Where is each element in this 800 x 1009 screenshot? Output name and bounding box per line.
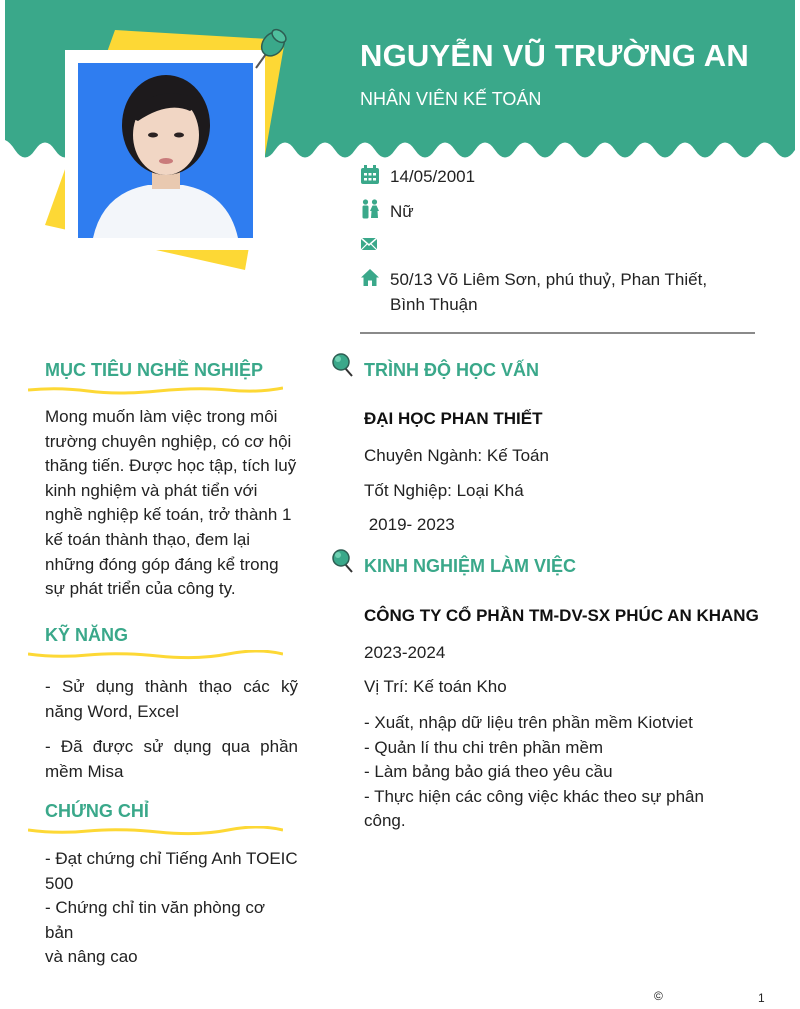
birthday-text: 14/05/2001 — [390, 167, 476, 186]
copyright-mark: © — [654, 989, 663, 1003]
experience-role: Vị Trí: Kế toán Kho — [364, 677, 507, 696]
duty-item: - Xuất, nhập dữ liệu trên phần mềm Kiotviet — [364, 713, 693, 732]
experience-heading: KINH NGHIỆM LÀM VIỆC — [364, 556, 577, 576]
career-goal-line: kế toán thành thạo, đem lại — [45, 529, 251, 549]
experience-years: 2023-2024 — [364, 643, 446, 662]
gender-text: Nữ — [390, 202, 414, 221]
duty-item: - Quản lí thu chi trên phần mềm — [364, 737, 604, 757]
skills-underline — [28, 650, 283, 662]
email-icon — [360, 234, 380, 254]
duty-item: - Thực hiện các công việc khác theo sự phân — [364, 786, 704, 806]
school-name: ĐẠI HỌC PHAN THIẾT — [364, 409, 543, 428]
contact-divider — [360, 332, 755, 334]
address-line-2: Bình Thuận — [390, 295, 478, 314]
career-goal-line: trường chuyên nghiệp, có cơ hội — [45, 431, 292, 451]
career-goal-line: nghề nghiệp kế toán, trở thành 1 — [45, 505, 292, 525]
certificate-line: - Chứng chỉ tin văn phòng cơ bản — [45, 898, 266, 942]
skill-item: - Sử dụng thành thạo các kỹ năng Word, Excel — [45, 677, 298, 721]
pushpin-icon — [250, 26, 292, 72]
certificates-heading: CHỨNG CHỈ — [45, 801, 149, 821]
duty-item: - Làm bảng bảo giá theo yêu cầu — [364, 762, 613, 782]
career-goal-line: thăng tiến. Được học tập, tích luỹ — [45, 456, 297, 476]
certificates-text — [45, 847, 298, 970]
career-goal-line: sự phát triển của công ty. — [45, 579, 236, 599]
education-major: Chuyên Ngành: Kế Toán — [364, 446, 549, 465]
career-goal-line: những đóng góp đáng kể trong — [45, 554, 279, 574]
skills-heading: KỸ NĂNG — [45, 625, 129, 645]
duties-list — [364, 711, 704, 834]
certificate-line: và nâng cao — [45, 947, 138, 967]
education-heading: TRÌNH ĐỘ HỌC VẤN — [364, 360, 539, 380]
career-goal-heading: MỤC TIÊU NGHỀ NGHIỆP — [45, 360, 264, 380]
career-goal-line: Mong muốn làm việc trong môi — [45, 407, 278, 426]
pushpin-icon — [330, 352, 356, 378]
home-icon — [360, 268, 380, 288]
education-years: 2019- 2023 — [364, 515, 455, 534]
profile-photo — [78, 63, 253, 238]
certificate-line: 500 — [45, 873, 74, 893]
job-title: NHÂN VIÊN KẾ TOÁN — [360, 89, 542, 109]
certificate-line: - Đạt chứng chỉ Tiếng Anh TOEIC — [45, 849, 298, 868]
gender-icon — [360, 199, 380, 219]
duty-item: công. — [364, 811, 406, 831]
page-number: 1 — [758, 991, 765, 1005]
career-goal-line: kinh nghiệm và phát tiển với — [45, 480, 258, 500]
company-name: CÔNG TY CỔ PHẦN TM-DV-SX PHÚC AN KHANG — [364, 606, 759, 625]
address-line-1: 50/13 Võ Liêm Sơn, phú thuỷ, Phan Thiết, — [390, 270, 708, 289]
career-goal-underline — [28, 385, 283, 397]
calendar-icon — [360, 165, 380, 185]
certificates-underline — [28, 826, 283, 838]
candidate-name: NGUYỄN VŨ TRƯỜNG AN — [360, 38, 749, 73]
career-goal-text — [45, 405, 298, 602]
skill-item: - Đã được sử dụng qua phần mềm Misa — [45, 737, 298, 781]
education-grade: Tốt Nghiệp: Loại Khá — [364, 481, 524, 500]
pushpin-icon — [330, 548, 356, 574]
